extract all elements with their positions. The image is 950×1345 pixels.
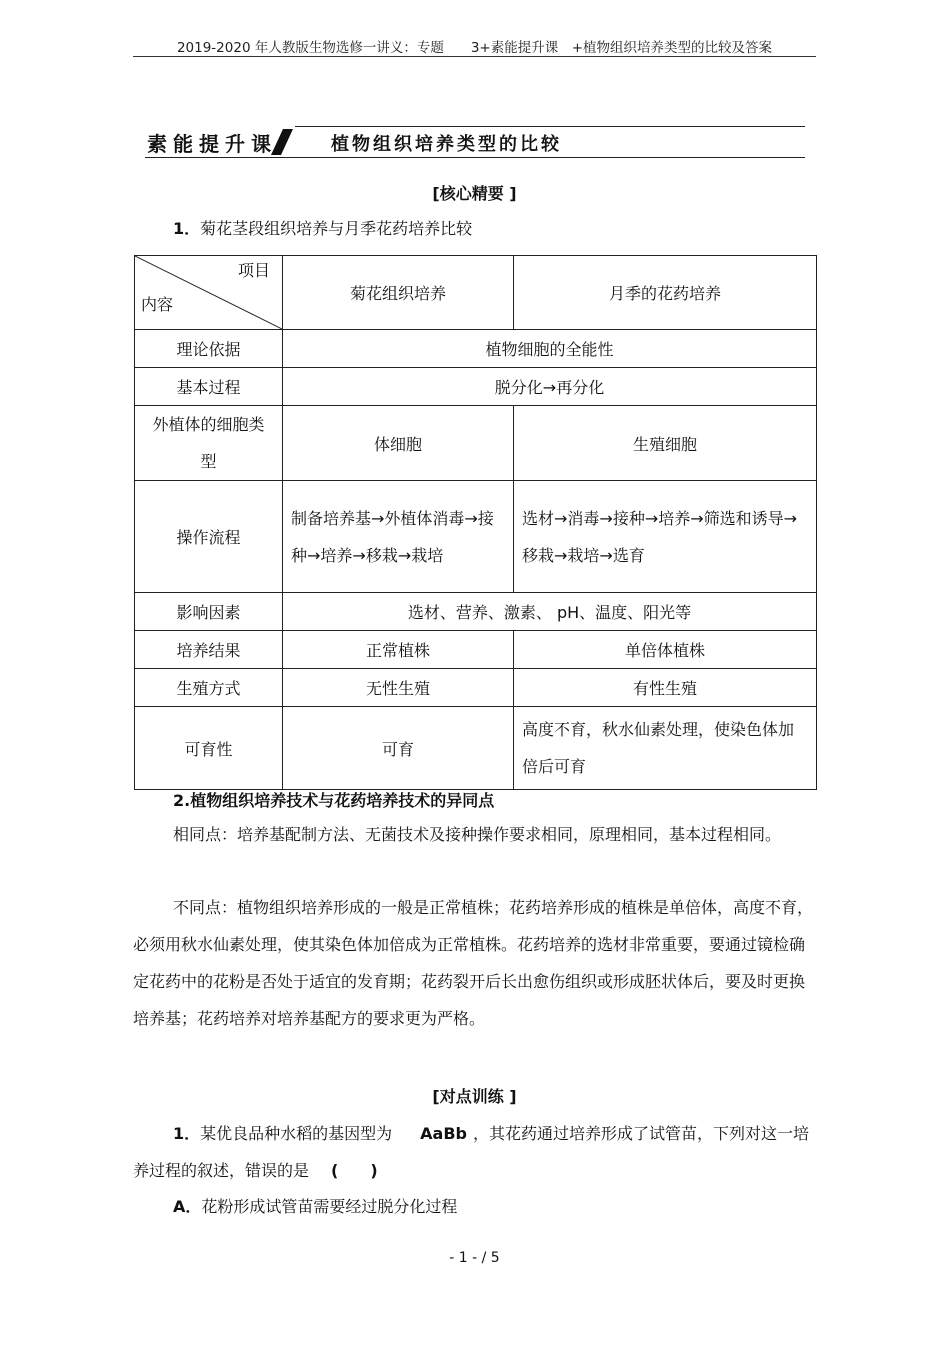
row-value-chrysanthemum: 体细胞 [283,406,514,481]
row-merged-value: 植物细胞的全能性 [283,330,817,368]
row-value-rose: 生殖细胞 [514,406,817,481]
row-value-rose: 有性生殖 [514,669,817,707]
row-label: 基本过程 [135,368,283,406]
question1-genotype: AaBb [420,1124,467,1143]
page-number: - 1 - / 5 [449,1250,500,1266]
option-a-label: A． [173,1197,202,1216]
question1 [133,1115,816,1189]
table-row [135,593,817,631]
core-heading: [核心精要 ] [432,184,517,203]
question1-stem-b: ，其花药通过培养形成了试管苗，下列对这一培养过程的叙述，错误的是 [133,1124,809,1180]
question1-stem-a: 某优良品种水稻的基因型为 [200,1124,393,1143]
col-header-chrysanthemum: 菊花组织培养 [283,256,514,330]
row-value-chrysanthemum: 可育 [283,707,514,790]
corner-bottom-label: 内容 [141,295,174,314]
row-label: 可育性 [135,707,283,790]
question1-number: 1． [173,1124,201,1143]
row-label: 操作流程 [135,481,283,593]
table-header-row [135,256,817,330]
training-heading: [对点训练 ] [432,1087,517,1106]
row-value-rose: 选材→消毒→接种→培养→筛选和诱导→移栽→栽培→选育 [514,481,817,593]
section-banner [145,126,805,158]
table-row [135,330,817,368]
item2-diff-paragraph: 不同点：植物组织培养形成的一般是正常植株；花药培养形成的植株是单倍体，高度不育，必须用秋水仙素处理，使其染色体加倍成为正常植株。花药培养的选材非常重要，要通过镜检确定花药中的花粉是否处于适宜的发育期；花药裂开后长出愈伤组织或形成胚状体后，要及时更换培养基；花药培养对培养基配方的要求更为严格。 [133,898,814,1028]
table-corner-cell [135,256,283,330]
table-row [135,707,817,790]
row-label: 外植体的细胞类型 [135,406,283,481]
item1-heading [173,210,813,247]
row-label: 培养结果 [135,631,283,669]
question1-option-a[interactable] [173,1188,813,1225]
row-merged-value: 脱分化→再分化 [283,368,817,406]
running-header: 2019-2020 年人教版生物选修一讲义：专题 3+素能提升课 +植物组织培养类型的比较及答案 [176,40,773,56]
question1-blank: ( ) [331,1161,378,1180]
row-label: 影响因素 [135,593,283,631]
table-row [135,368,817,406]
item1-number: 1． [173,219,201,238]
option-a-text: 花粉形成试管苗需要经过脱分化过程 [201,1197,458,1216]
slash-icon [271,129,293,155]
row-value-rose: 高度不育，秋水仙素处理，使染色体加倍后可育 [514,707,817,790]
table-row [135,669,817,707]
row-value-chrysanthemum: 正常植株 [283,631,514,669]
item1-title: 菊花茎段组织培养与月季花药培养比较 [200,219,473,238]
col-header-rose: 月季的花药培养 [514,256,817,330]
corner-top-label: 项目 [237,261,270,280]
row-label: 理论依据 [135,330,283,368]
row-label: 生殖方式 [135,669,283,707]
table-row [135,481,817,593]
table-row [135,631,817,669]
header-rule [133,56,816,57]
row-merged-value: 选材、营养、激素、 pH、温度、阳光等 [283,593,817,631]
row-value-rose: 单倍体植株 [514,631,817,669]
table-row [135,406,817,481]
row-value-chrysanthemum: 无性生殖 [283,669,514,707]
banner-top-rule [295,126,805,127]
banner-title: 植物组织培养类型的比较 [331,134,562,155]
banner-label: 素能提升课 [147,132,277,156]
item2-heading: 2.植物组织培养技术与花药培养技术的异同点 [173,791,495,810]
item2-same-paragraph: 相同点：培养基配制方法、无菌技术及接种操作要求相同，原理相同，基本过程相同。 [173,825,782,844]
row-value-chrysanthemum: 制备培养基→外植体消毒→接种→培养→移栽→栽培 [283,481,514,593]
comparison-table [134,255,817,790]
banner-bottom-rule [145,157,805,158]
